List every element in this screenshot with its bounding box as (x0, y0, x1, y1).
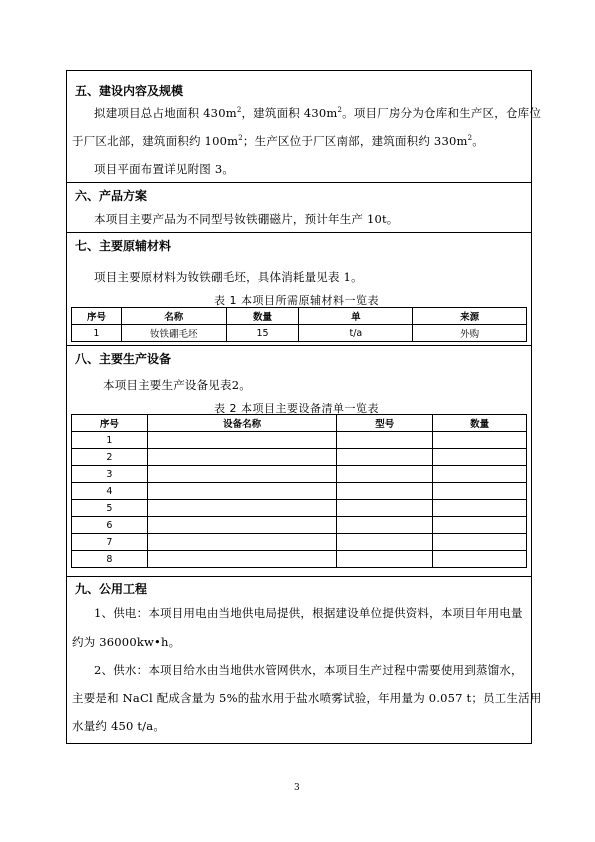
table-cell: 1 (72, 432, 148, 449)
table-cell: 7 (72, 534, 148, 551)
table-cell (147, 551, 337, 568)
header-cell: 数量 (226, 308, 299, 325)
section-9-heading: 九、公用工程 (75, 582, 148, 596)
table-row (72, 517, 527, 534)
table-cell (433, 466, 527, 483)
table-row (72, 500, 527, 517)
table-cell: 外购 (413, 325, 527, 342)
table-row (72, 466, 527, 483)
table-cell: 8 (72, 551, 148, 568)
table-cell (147, 449, 337, 466)
page-number: 3 (294, 783, 300, 793)
table-header-row (72, 308, 527, 325)
table-cell (337, 517, 433, 534)
table-cell (433, 449, 527, 466)
table-cell (433, 432, 527, 449)
section-8-paragraph: 本项目主要生产设备见表2。 (103, 378, 251, 392)
section-7-heading: 七、主要原辅材料 (75, 239, 172, 253)
section-7-paragraph: 项目主要原材料为钕铁硼毛坯，具体消耗量见表 1。 (94, 270, 363, 284)
divider (66, 345, 532, 346)
table-cell (337, 500, 433, 517)
table-row (72, 483, 527, 500)
table-2-caption: 表 2 本项目主要设备清单一览表 (214, 402, 379, 415)
table-row (72, 325, 527, 342)
table-cell (337, 449, 433, 466)
table-cell (337, 551, 433, 568)
raw-materials-table (71, 307, 527, 342)
table-cell (147, 432, 337, 449)
section-6-paragraph: 本项目主要产品为不同型号钕铁硼磁片，预计年生产 10t。 (94, 212, 399, 226)
header-cell: 来源 (413, 308, 527, 325)
header-cell: 数量 (433, 415, 527, 432)
table-row (72, 432, 527, 449)
table-cell: 2 (72, 449, 148, 466)
section-9-paragraph-2-line-1: 2、供水：本项目给水由当地供水管网供水，本项目生产过程中需要使用到蒸馏水， (94, 663, 523, 677)
table-row (72, 449, 527, 466)
table-cell: 4 (72, 483, 148, 500)
header-cell: 名称 (121, 308, 226, 325)
header-cell: 序号 (72, 415, 148, 432)
table-cell: 5 (72, 500, 148, 517)
section-9-paragraph-1-line-1: 1、供电：本项目用电由当地供电局提供，根据建设单位提供资料，本项目年用电量 (94, 606, 523, 620)
table-cell: 15 (226, 325, 299, 342)
section-5-paragraph-line-2: 于厂区北部，建筑面积约 $100m^2$；生产区位于厂区南部，建筑面积约 $330m^2$。 (72, 134, 484, 148)
header-cell: 设备名称 (147, 415, 337, 432)
table-cell (147, 500, 337, 517)
section-5-paragraph-line-3: 项目平面布置详见附图 3。 (94, 162, 235, 176)
table-cell: t/a (299, 325, 413, 342)
table-cell (147, 466, 337, 483)
header-cell: 单 (299, 308, 413, 325)
table-1-caption: 表 1 本项目所需原辅材料一览表 (214, 294, 379, 307)
table-cell (337, 466, 433, 483)
divider (66, 232, 532, 233)
table-row (72, 534, 527, 551)
section-6-heading: 六、产品方案 (75, 189, 148, 203)
table-cell: 3 (72, 466, 148, 483)
table-cell: 6 (72, 517, 148, 534)
section-5-paragraph-line-1: 拟建项目总占地面积 $430m^2$，建筑面积 $430m^2$。项目厂房分为仓库和生产区，仓库位 (94, 106, 542, 120)
divider (66, 182, 532, 183)
table-cell (433, 534, 527, 551)
section-9-paragraph-1-line-2: 约为 36000kw•h。 (72, 635, 181, 649)
table-cell (337, 534, 433, 551)
table-cell (147, 517, 337, 534)
table-row (72, 551, 527, 568)
table-cell (433, 500, 527, 517)
table-cell (433, 517, 527, 534)
table-cell (433, 483, 527, 500)
table-cell (147, 534, 337, 551)
table-cell (337, 483, 433, 500)
section-9-paragraph-2-line-2: 主要是和 NaCl 配成含量为 5%的盐水用于盐水喷雾试验，年用量为 0.057 t；员工生活用 (72, 691, 542, 705)
table-cell: 钕铁硼毛坯 (121, 325, 226, 342)
header-cell: 序号 (72, 308, 122, 325)
header-cell: 型号 (337, 415, 433, 432)
table-header-row (72, 415, 527, 432)
table-cell: 1 (72, 325, 122, 342)
equipment-table (71, 414, 527, 568)
section-5-heading: 五、建设内容及规模 (75, 84, 184, 98)
table-cell (147, 483, 337, 500)
section-8-heading: 八、主要生产设备 (75, 352, 172, 366)
table-cell (337, 432, 433, 449)
divider (66, 576, 532, 577)
section-9-paragraph-2-line-3: 水量约 450 t/a。 (72, 719, 166, 733)
table-cell (433, 551, 527, 568)
